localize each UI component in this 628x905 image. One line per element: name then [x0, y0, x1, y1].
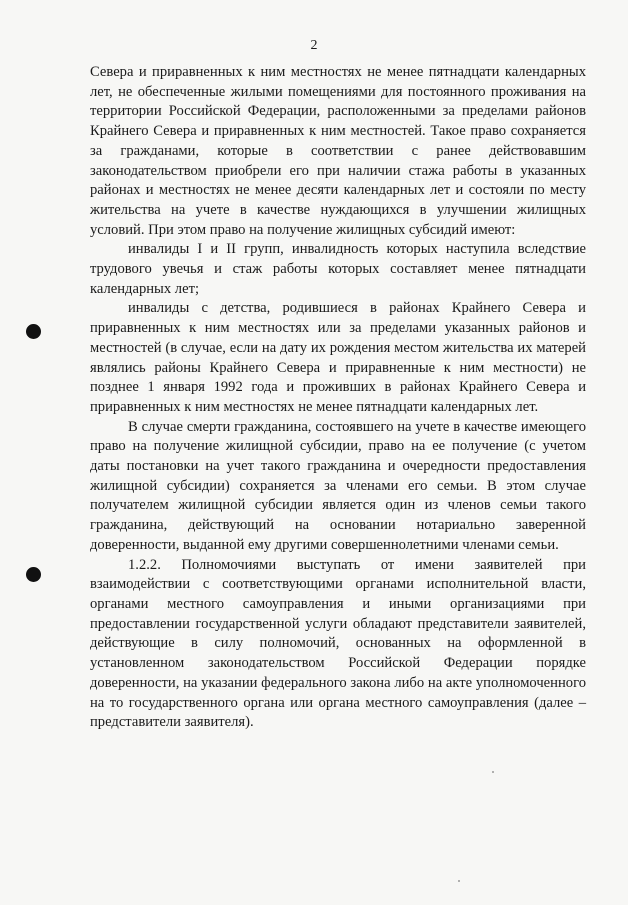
scan-speck [492, 771, 494, 773]
punch-hole-mark [26, 567, 41, 582]
paragraph-1-2-2: 1.2.2. Полномочиями выступать от имени заявителей при взаимодействии с соответствующими органами исполнительной власти, органами местного самоуправления и иными организациями при предоставлении государственной услуги обладают представители заявителей, действующие в силу полномочий, основанных на оформленной в установленном законодательством Российской Федерации порядке доверенности, на указании федерального закона либо на акте уполномоченного на то государственного органа или органа местного самоуправления (далее – представители заявителя). [90, 556, 586, 731]
page-number: 2 [310, 38, 318, 53]
punch-hole-mark [26, 324, 41, 339]
scan-speck [458, 880, 460, 882]
paragraph-disabled-from-childhood: инвалиды с детства, родившиеся в районах Крайнего Севера и приравненных к ним местностях или за пределами указанных районов и местностей (в случае, если на дату их рождения местом жительства их матерей являлись районы Крайнего Севера и приравненные к ним местности) не позднее 1 января 1992 года и проживших в районах Крайнего Севера и приравненных к ним местностях не менее пятнадцати календарных лет. [90, 300, 586, 415]
paragraph-disabled-groups: инвалиды I и II групп, инвалидность которых наступила вследствие трудового увечья и стаж работы которых составляет менее пятнадцати календарных лет; [90, 241, 586, 297]
paragraph-continuation: Севера и приравненных к ним местностях не менее пятнадцати календарных лет, не обеспеченные жилыми помещениями для постоянного проживания на территории Российской Федерации, расположенными за пределами районов Крайнего Севера и приравненных к ним местностей. Такое право сохраняется за гражданами, которые в соответствии с ранее действовавшим законодательством приобрели его при наличии стажа работы в указанных районах и местностях не менее десяти календарных лет и состояли по месту жительства на учете в качестве нуждающихся в улучшении жилищных условий. При этом право на получение жилищных субсидий имеют: [90, 64, 586, 238]
body-text [90, 63, 586, 733]
paragraph-death-of-citizen: В случае смерти гражданина, состоявшего на учете в качестве имеющего право на получение жилищной субсидии, право на ее получение (с учетом даты постановки на учет такого гражданина и очередности предоставления жилищной субсидии) сохраняется за членами его семьи. В этом случае получателем жилищной субсидии является один из членов семьи такого гражданина, действующий на основании нотариально заверенной доверенности, выданной ему другими совершеннолетними членами семьи. [90, 418, 586, 553]
